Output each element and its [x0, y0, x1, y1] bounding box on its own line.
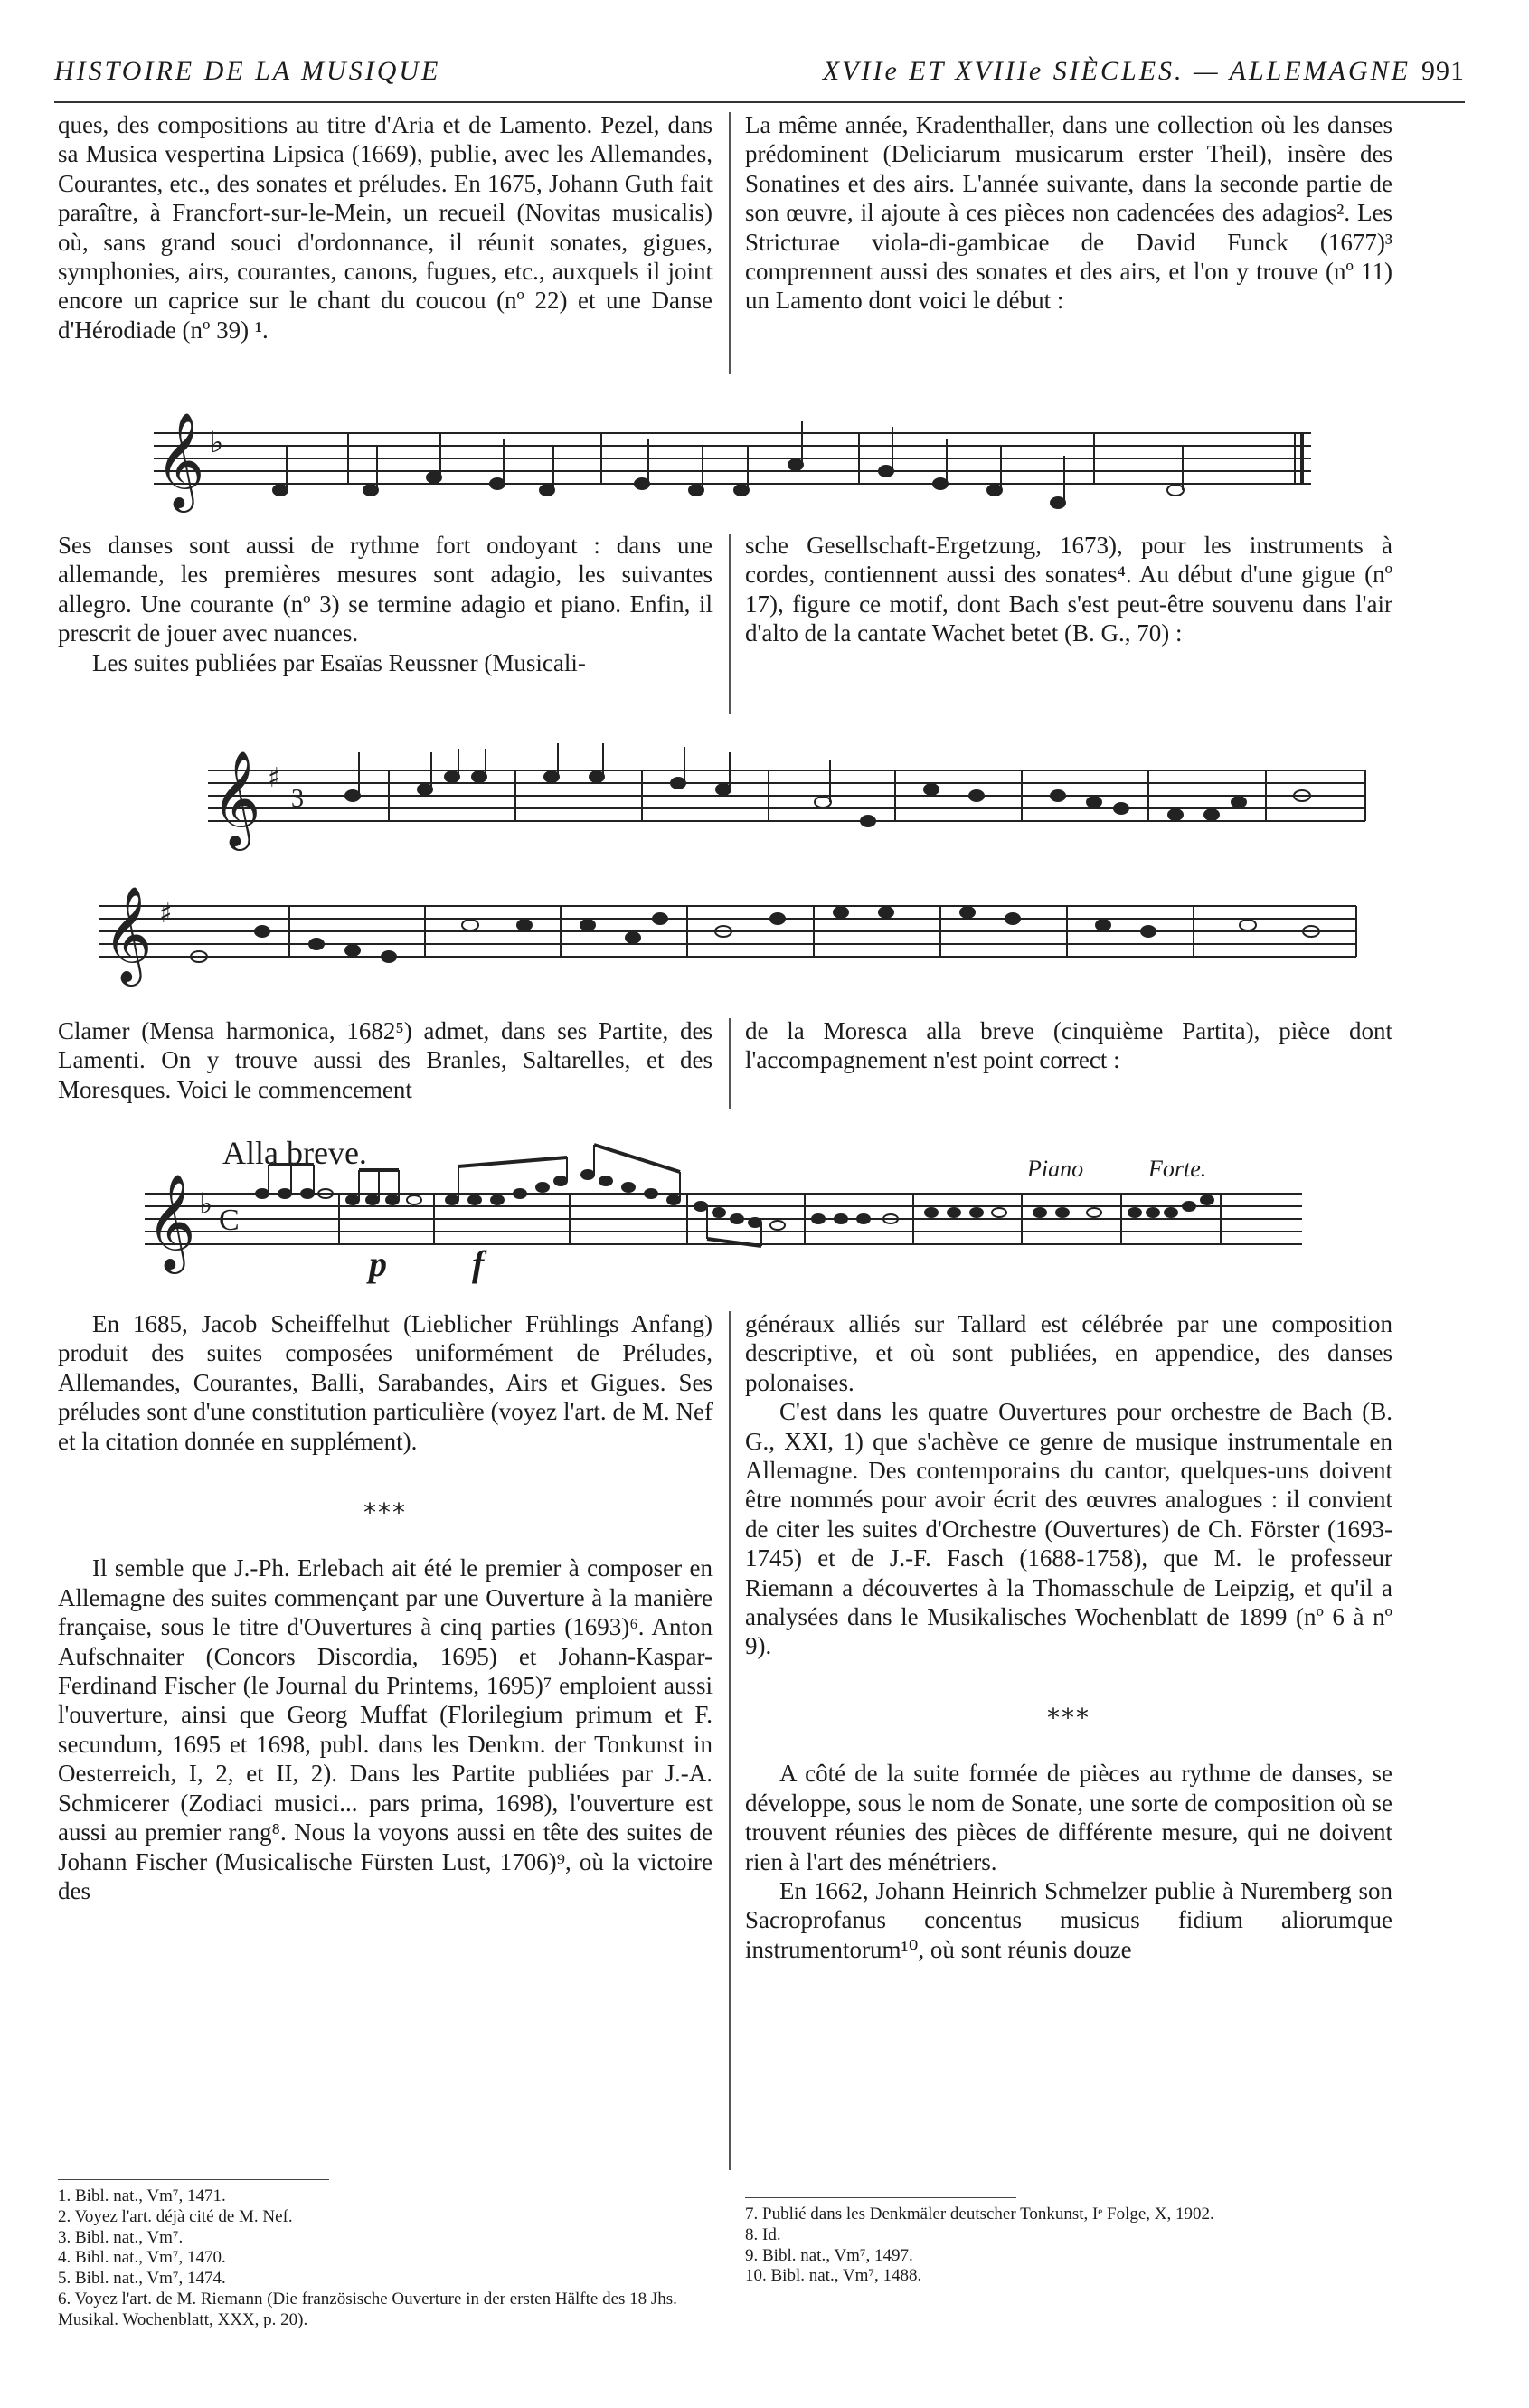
svg-text:C: C: [219, 1204, 240, 1237]
footnotes-left: [58, 2186, 713, 2331]
paragraph-block-4-right: [745, 1309, 1392, 1964]
paragraph: sche Gesellschaft-Ergetzung, 1673), pour les instruments à cordes, contiennent aussi des sonates⁴. Au début d'une gigue (nº 17), figure ce motif, dont Bach s'est peut-être souvenu dans l'air d'alto de la cantate Wachet betet (B. G., 70) :: [745, 532, 1392, 647]
svg-text:𝄞: 𝄞: [146, 1173, 196, 1270]
music-example-2: [90, 734, 1411, 1006]
paragraph: généraux alliés sur Tallard est célébrée par une composition descriptive, et où sont publiées, en appendice, des danses polonaises.: [745, 1310, 1392, 1396]
paragraph: Les suites publiées par Esaïas Reussner (Musicali-: [92, 648, 586, 676]
section-separator: ⁎⁎⁎: [1047, 1694, 1090, 1724]
paragraph: C'est dans les quatre Ouvertures pour orchestre de Bach (B. G., XXI, 1) que s'achève ce genre de musique instrumentale en Allemagne. Des contemporains du cantor, quelques-uns doivent être nommés pour avoir écrit des œuvres analogues : il convient de citer les suites d'Orchestre (Ouvertures) de Ch. Förster (1693-1745) et de J.-F. Fasch (1688-1758), que M. le professeur Riemann a découvertes à la Thomasschule de Leipzig, et qu'il a analysées dans le Musikalisches Wochenblatt de 1899 (nº 6 à nº 9).: [745, 1398, 1392, 1660]
paragraph-block-3-right: [745, 1016, 1392, 1075]
paragraph-block-2-right: [745, 531, 1392, 648]
footnote: 2. Voyez l'art. déjà cité de M. Nef.: [58, 2206, 293, 2226]
svg-text:𝄞: 𝄞: [156, 411, 205, 508]
footnote: 6. Voyez l'art. de M. Riemann (Die französische Ouverture in der ersten Hälfte des 18 Jhs. Musikal. Wochenblatt, XXX, p. 20).: [58, 2289, 677, 2329]
svg-text:3: 3: [291, 785, 304, 813]
header-title-left: HISTOIRE DE LA MUSIQUE: [54, 56, 441, 86]
column-separator: [729, 534, 731, 714]
paragraph: La même année, Kradenthaller, dans une collection où les danses prédominent (Deliciarum musicarum erster Theil), insère des Sonatines et des airs. L'année suivante, dans la seconde partie de son œuvre, il ajoute à ces pièces non cadencées des adagios². Les Stricturae viola-di-gambicae de David Funck (1677)³ comprennent aussi des sonates et des airs, et l'on y trouve (nº 11) un Lamento dont voici le début :: [745, 111, 1392, 315]
paragraph-block-4-left: [58, 1309, 713, 1905]
paragraph: Il semble que J.-Ph. Erlebach ait été le premier à composer en Allemagne des suites commençant par une Ouverture à la manière française, sous le titre d'Ouvertures à cinq parties (1693)⁶. Anton Aufschnaiter (Concors Discordia, 1695) et Johann-Kaspar-Ferdinand Fischer (le Journal du Printems, 1695)⁷ emploient aussi l'ouverture, ainsi que Georg Muffat (Florilegium primum et F. secundum, 1695 et 1698, publ. dans les Denkm. der Tonkunst in Oesterreich, I, 2, et II, 2). Dans les Partite publiées par J.-A. Schmicerer (Zodiaci musici... pars prima, 1698), l'ouverture est aussi au premier rang⁸. Nous la voyons aussi en tête des suites de Johann Fischer (Musicalische Fürsten Lust, 1706)⁹, où la victoire des: [58, 1554, 713, 1904]
footnote: 3. Bibl. nat., Vm⁷.: [58, 2227, 184, 2247]
column-separator: [729, 1018, 731, 1109]
header-title-right: XVIIe ET XVIIIe SIÈCLES. — ALLEMAGNE: [822, 56, 1411, 86]
running-header: [54, 56, 1465, 99]
dynamic-marking: Piano: [1027, 1156, 1084, 1182]
footnote-rule: [58, 2179, 329, 2180]
footnotes-right: [745, 2205, 1392, 2287]
dynamic-marking: p: [369, 1243, 387, 1284]
svg-text:𝄞: 𝄞: [103, 885, 153, 982]
column-separator: [729, 112, 731, 374]
footnote: 9. Bibl. nat., Vm⁷, 1497.: [745, 2245, 913, 2265]
paragraph-block-1-left: [58, 110, 713, 345]
tempo-marking: Alla breve.: [222, 1135, 367, 1171]
footnote-rule: [745, 2197, 1016, 2198]
svg-text:𝄞: 𝄞: [212, 750, 261, 846]
footnote: 10. Bibl. nat., Vm⁷, 1488.: [745, 2266, 922, 2286]
paragraph-block-3-left: [58, 1016, 713, 1104]
svg-text:♯: ♯: [159, 898, 173, 930]
svg-text:♭: ♭: [210, 425, 224, 459]
paragraph: ques, des compositions au titre d'Aria et de Lamento. Pezel, dans sa Musica vespertina Lipsica (1669), publie, avec les Allemandes, Courantes, etc., des sonates et préludes. En 1675, Johann Guth fait paraître, à Francfort-sur-le-Mein, un recueil (Novitas musicalis) où, sans grand souci d'ordonnance, il réunit sonates, gigues, symphonies, airs, courantes, canons, fugues, etc., auxquels il joint encore un caprice sur le chant du coucou (nº 22) et une Danse d'Hérodiade (nº 39) ¹.: [58, 111, 713, 344]
paragraph-block-2-left: [58, 531, 713, 677]
footnote: 8. Id.: [745, 2224, 781, 2244]
header-rule: [54, 101, 1465, 103]
svg-text:♭: ♭: [199, 1186, 213, 1221]
paragraph: Ses danses sont aussi de rythme fort ondoyant : dans une allemande, les premières mesures sont adagio, les suivantes allegro. Une courante (nº 3) se termine adagio et piano. Enfin, il prescrit de jouer avec nuances.: [58, 532, 713, 647]
footnote: 7. Publié dans les Denkmäler deutscher Tonkunst, Iᵉ Folge, X, 1902.: [745, 2205, 1214, 2224]
dynamic-marking: Forte.: [1148, 1156, 1207, 1182]
svg-text:♯: ♯: [268, 762, 281, 794]
music-example-1: [145, 401, 1320, 519]
paragraph-block-1-right: [745, 110, 1392, 316]
section-separator: ⁎⁎⁎: [363, 1489, 407, 1520]
paragraph: A côté de la suite formée de pièces au rythme de danses, se développe, sous le nom de Sonate, une sorte de composition où se trouvent réunies des pièces de différente mesure, qui ne doivent rien à l'art des ménétriers.: [745, 1760, 1392, 1875]
music-example-3: [136, 1121, 1311, 1293]
paragraph: En 1662, Johann Heinrich Schmelzer publie à Nuremberg son Sacroprofanus concentus musicus fidium aliorumque instrumentorum¹⁰, où sont réunis douze: [745, 1876, 1392, 1963]
paragraph: En 1685, Jacob Scheiffelhut (Lieblicher Frühlings Anfang) produit des suites composées uniformément de Préludes, Allemandes, Courantes, Balli, Sarabandes, Airs et Gigues. Ses préludes sont d'une constitution particulière (voyez l'art. de M. Nef et la citation donnée en supplément).: [58, 1310, 713, 1455]
paragraph: Clamer (Mensa harmonica, 1682⁵) admet, dans ses Partite, des Lamenti. On y trouve aussi des Branles, Saltarelles, et des Moresques. Voici le commencement: [58, 1017, 713, 1103]
column-separator: [729, 1311, 731, 2170]
page-number: 991: [1421, 56, 1465, 86]
dynamic-marking: f: [472, 1243, 485, 1284]
footnote: 1. Bibl. nat., Vm⁷, 1471.: [58, 2186, 226, 2205]
footnote: 5. Bibl. nat., Vm⁷, 1474.: [58, 2269, 226, 2289]
footnote: 4. Bibl. nat., Vm⁷, 1470.: [58, 2248, 226, 2268]
paragraph: de la Moresca alla breve (cinquième Partita), pièce dont l'accompagnement n'est point correct :: [745, 1017, 1392, 1074]
